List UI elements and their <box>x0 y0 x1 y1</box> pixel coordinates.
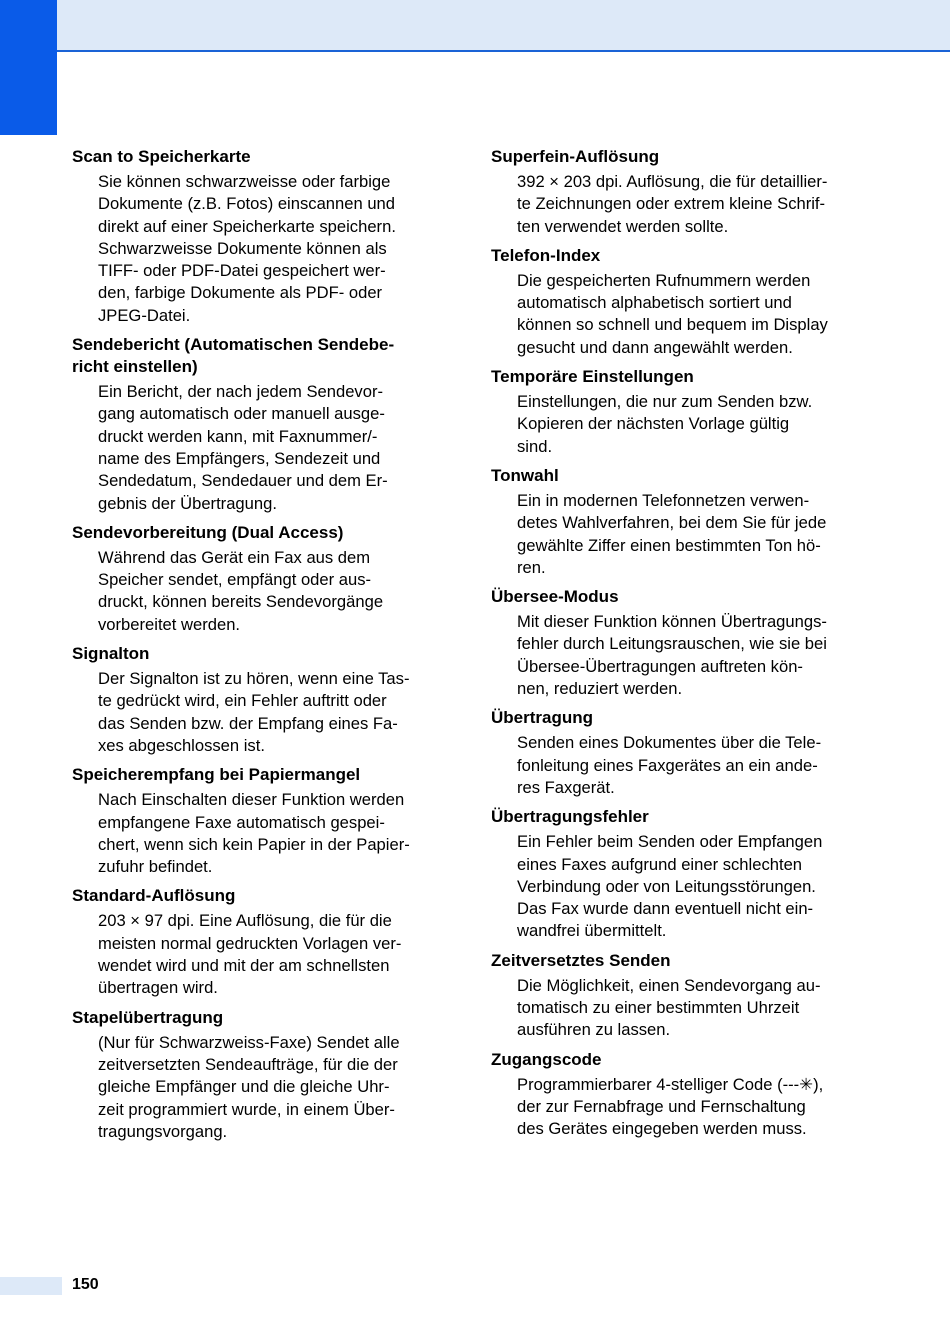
glossary-term: Scan to Speicherkarte <box>72 147 251 166</box>
glossary-term: Speicherempfang bei Papiermangel <box>72 765 361 785</box>
glossary-entry <box>491 146 863 238</box>
glossary-term: Sendebericht (Automatischen Sendebe- richt einstellen) <box>72 335 395 377</box>
glossary-entry <box>491 806 863 942</box>
glossary-entry <box>491 245 863 359</box>
glossary-term: Sendevorbereitung (Dual Access) <box>72 522 344 542</box>
glossary-entry <box>72 334 444 515</box>
glossary-definition: Sie können schwarzweisse oder farbige Dokumente (z.B. Fotos) einscannen und direkt auf einer Speicherkarte speichern. Schwarzweisse Dokumente können als TIFF- oder PDF-Datei gespeichert wer- den, farbige Dokumente als PDF- oder JPEG-Datei. <box>98 172 396 325</box>
glossary-term: Standard-Auflösung <box>72 886 236 906</box>
glossary-term: Stapelübertragung <box>72 1007 224 1027</box>
glossary-term: Übertragungsfehler <box>491 807 649 827</box>
page-number: 150 <box>72 1276 99 1293</box>
glossary-definition: Ein Fehler beim Senden oder Empfangen eines Faxes aufgrund einer schlechten Verbindung oder von Leitungsstörungen. Das Fax wurde dann eventuell nicht ein- wandfrei übermittelt. <box>517 832 823 941</box>
header-band <box>0 0 950 52</box>
glossary-entry <box>491 707 863 799</box>
glossary-entry <box>72 522 444 636</box>
glossary-definition: Die Möglichkeit, einen Sendevorgang au- tomatisch zu einer bestimmten Uhrzeit ausführen zu lassen. <box>517 975 821 1040</box>
glossary-definition: Senden eines Dokumentes über die Tele- fonleitung eines Faxgerätes an ein ande- res Faxgerät. <box>517 733 822 797</box>
glossary-definition: 392 × 203 dpi. Auflösung, die für detaillier- te Zeichnungen oder extrem kleine Schrif- ten verwendet werden sollte. <box>517 172 828 236</box>
glossary-column-left <box>72 146 444 1150</box>
glossary-definition: Die gespeicherten Rufnummern werden automatisch alphabetisch sortiert und können so schnell und bequem im Display gesucht und dann angewählt werden. <box>517 270 828 357</box>
glossary-entry <box>491 586 863 700</box>
glossary-term: Tonwahl <box>491 465 559 485</box>
glossary-term: Übertragung <box>491 708 593 728</box>
glossary-definition: Programmierbarer 4-stelliger Code (---✳), der zur Fernabfrage und Fernschaltung des Gerätes eingegeben werden muss. <box>517 1074 824 1139</box>
chapter-tab <box>0 0 57 135</box>
glossary-term: Temporäre Einstellungen <box>491 367 694 387</box>
glossary-entry <box>72 764 444 878</box>
glossary-term: Zeitversetztes Senden <box>491 950 671 970</box>
glossary-entry <box>491 950 863 1042</box>
glossary-term: Superfein-Auflösung <box>491 147 660 166</box>
glossary-term: Signalton <box>72 644 150 664</box>
glossary-definition: Ein Bericht, der nach jedem Sendevor- gang automatisch oder manuell ausge- druckt werden kann, mit Faxnummer/- name des Empfängers, Sendezeit und Sendedatum, Sendedauer und dem Er- gebnis der Übertragung. <box>98 382 388 513</box>
glossary-definition: (Nur für Schwarzweiss-Faxe) Sendet alle zeitversetzten Sendeaufträge, für die der gleiche Empfänger und die gleiche Uhr- zeit programmiert wurde, in einem Über- tragungsvorgang. <box>98 1032 400 1141</box>
glossary-definition: Einstellungen, die nur zum Senden bzw. Kopieren der nächsten Vorlage gültig sind. <box>517 392 813 456</box>
glossary-definition: Während das Gerät ein Fax aus dem Speicher sendet, empfängt oder aus- druckt, können bereits Sendevorgänge vorbereitet werden. <box>98 547 384 634</box>
glossary-column-right <box>491 146 863 1148</box>
glossary-definition: Mit dieser Funktion können Übertragungs- fehler durch Leitungsrauschen, wie sie bei Übersee-Übertragungen auftreten kön- nen, reduziert werden. <box>517 612 827 699</box>
glossary-term: Telefon-Index <box>491 245 601 265</box>
glossary-entry <box>491 465 863 579</box>
glossary-term: Zugangscode <box>491 1049 602 1069</box>
glossary-definition: Ein in modernen Telefonnetzen verwen- detes Wahlverfahren, bei dem Sie für jede gewählte Ziffer einen bestimmten Ton hö- ren. <box>517 490 827 577</box>
glossary-entry <box>491 1049 863 1141</box>
glossary-entry <box>72 643 444 757</box>
footer-band <box>0 1277 62 1295</box>
glossary-definition: 203 × 97 dpi. Eine Auflösung, die für die meisten normal gedruckten Vorlagen ver- wendet wird und mit der am schnellsten übertragen wird. <box>98 911 402 998</box>
glossary-entry <box>72 1007 444 1143</box>
glossary-entry <box>72 146 444 327</box>
glossary-term: Übersee-Modus <box>491 587 619 607</box>
glossary-definition: Der Signalton ist zu hören, wenn eine Tas- te gedrückt wird, ein Fehler auftritt oder das Senden bzw. der Empfang eines Fa- xes abgeschlossen ist. <box>98 669 410 755</box>
glossary-entry <box>491 366 863 458</box>
glossary-entry <box>72 885 444 999</box>
glossary-definition: Nach Einschalten dieser Funktion werden empfangene Faxe automatisch gespei- chert, wenn sich kein Papier in der Papier- zufuhr befindet. <box>98 790 410 877</box>
